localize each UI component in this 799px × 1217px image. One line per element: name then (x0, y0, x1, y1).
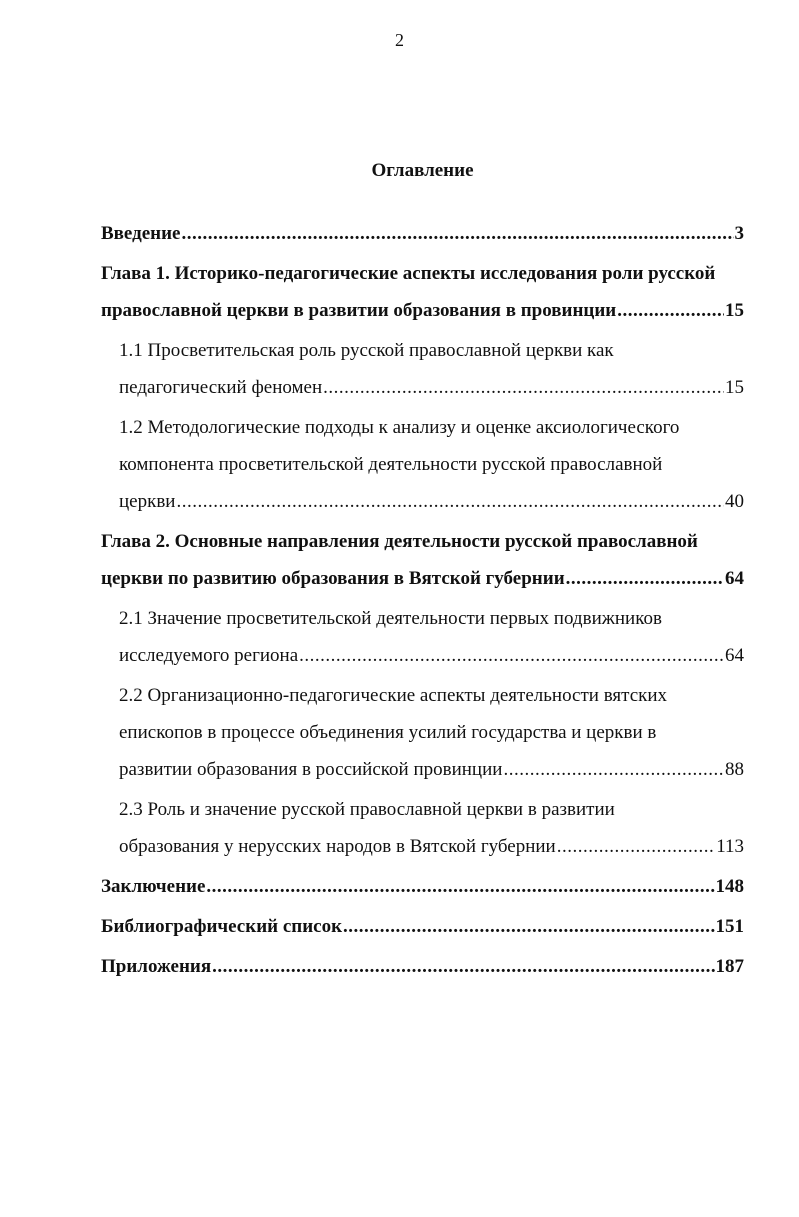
toc-entry-label: Введение (101, 223, 181, 244)
toc-entry-page: 15 (725, 377, 744, 398)
page-number: 2 (395, 30, 404, 50)
toc-entry-label: педагогический феномен (119, 377, 323, 398)
toc-entry-section-1-2[interactable] (101, 409, 744, 520)
toc-entry-line: Глава 1. Историко-педагогические аспекты исследования роли русской (101, 263, 716, 284)
toc-entry-bibliography[interactable] (101, 908, 744, 945)
toc-entry-page: 151 (715, 916, 744, 937)
toc-entry-introduction[interactable] (101, 215, 744, 252)
toc-entry-label: церкви по развитию образования в Вятской губернии (101, 568, 565, 589)
toc-entry-chapter-2[interactable] (101, 523, 744, 597)
toc-entry-appendices[interactable] (101, 948, 744, 985)
toc-entry-page: 64 (725, 645, 744, 666)
toc-entry-line: 1.2 Методологические подходы к анализу и оценке аксиологического (119, 417, 680, 438)
toc-entry-line: 1.1 Просветительская роль русской православной церкви как (119, 340, 614, 361)
toc-entry-label: Приложения (101, 956, 212, 977)
toc-entry-label: образования у нерусских народов в Вятской губернии (119, 836, 556, 857)
toc-entry-section-2-3[interactable] (101, 791, 744, 865)
toc-entry-chapter-1[interactable] (101, 255, 744, 329)
toc-entry-line: Глава 2. Основные направления деятельности русской православной (101, 531, 698, 552)
toc-entry-page: 40 (725, 491, 744, 512)
toc-entry-label: развитии образования в российской провинции (119, 759, 503, 780)
toc-entry-line: епископов в процессе объединения усилий государства и церкви в (119, 722, 657, 743)
toc-entry-line: компонента просветительской деятельности русской православной (119, 454, 663, 475)
toc-entry-label: православной церкви в развитии образования в провинции (101, 300, 617, 321)
toc-entry-page: 88 (725, 759, 744, 780)
toc-entry-label: церкви (119, 491, 176, 512)
toc-entry-label: Заключение (101, 876, 206, 897)
toc-entry-line: 2.1 Значение просветительской деятельности первых подвижников (119, 608, 662, 629)
toc-entry-label: исследуемого региона (119, 645, 299, 666)
toc-entry-line: 2.2 Организационно-педагогические аспекты деятельности вятских (119, 685, 668, 706)
toc-entry-line: 2.3 Роль и значение русской православной церкви в развитии (119, 799, 615, 820)
toc-entry-page: 15 (725, 300, 744, 321)
toc-entry-page: 148 (715, 876, 744, 897)
toc-entry-label: Библиографический список (101, 916, 343, 937)
toc-entry-conclusion[interactable] (101, 868, 744, 905)
toc-entry-page: 187 (715, 956, 744, 977)
toc-title: Оглавление (371, 160, 474, 181)
toc-entry-section-2-2[interactable] (101, 677, 744, 788)
toc-entry-page: 64 (725, 568, 744, 589)
table-of-contents (101, 215, 744, 985)
toc-entry-section-1-1[interactable] (101, 332, 744, 406)
toc-entry-section-2-1[interactable] (101, 600, 744, 674)
toc-entry-page: 113 (716, 836, 744, 857)
toc-entry-page: 3 (734, 223, 744, 244)
